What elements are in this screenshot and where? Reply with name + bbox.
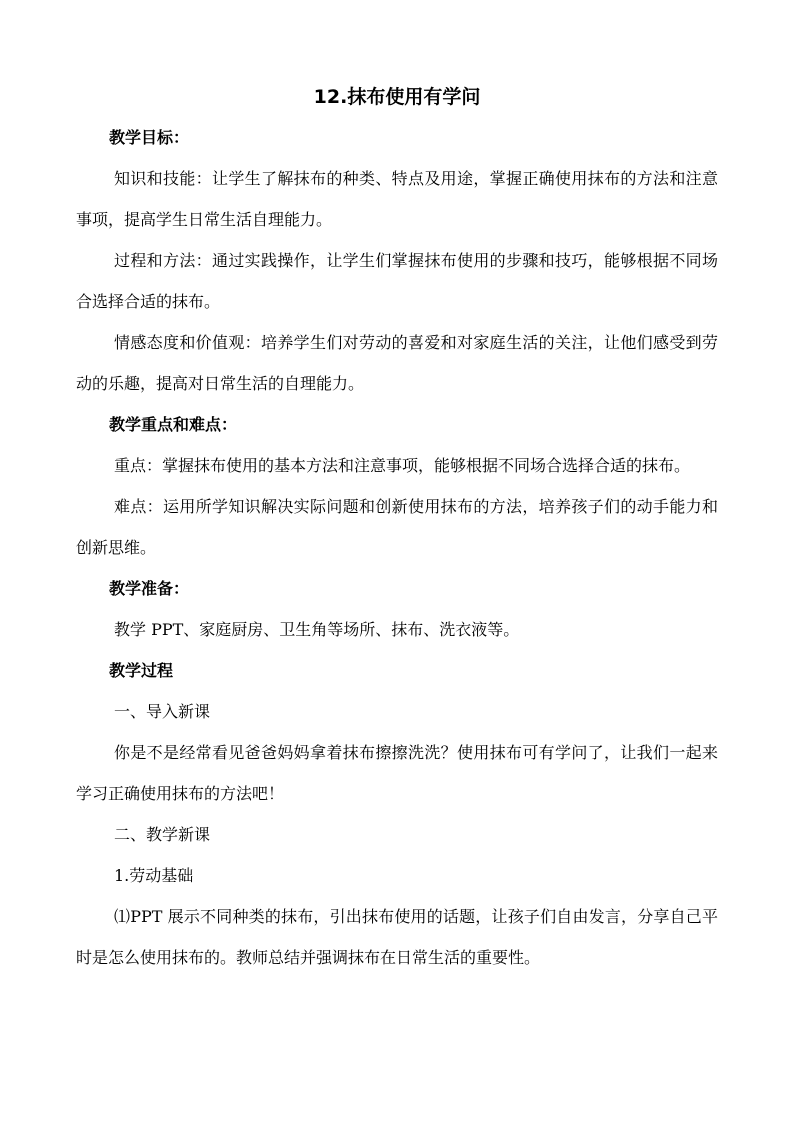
section-heading-process: 教学过程 xyxy=(109,661,174,680)
section-heading-objectives: 教学目标： xyxy=(109,128,190,147)
document-body xyxy=(76,83,718,978)
section-heading-key-points: 教学重点和难点： xyxy=(109,415,238,434)
paragraph-process-methods: 过程和方法：通过实践操作，让学生们掌握抹布使用的步骤和技巧，能够根据不同场合选择合适的抹布。 xyxy=(76,251,718,311)
page-title: 12.抹布使用有学问 xyxy=(313,86,481,108)
subheading-new-lesson: 二、教学新课 xyxy=(114,825,211,844)
paragraph-attitude-values: 情感态度和价值观：培养学生们对劳动的喜爱和对家庭生活的关注，让他们感受到劳动的乐趣，提高对日常生活的自理能力。 xyxy=(76,333,718,393)
paragraph-preparation: 教学 PPT、家庭厨房、卫生角等场所、抹布、洗衣液等。 xyxy=(114,620,520,639)
paragraph-knowledge-skills: 知识和技能：让学生了解抹布的种类、特点及用途，掌握正确使用抹布的方法和注意事项，提高学生日常生活自理能力。 xyxy=(76,169,718,229)
paragraph-introduction: 你是不是经常看见爸爸妈妈拿着抹布擦擦洗洗？使用抹布可有学问了，让我们一起来学习正确使用抹布的方法吧！ xyxy=(76,743,718,803)
subheading-introduction: 一、导入新课 xyxy=(114,702,211,721)
paragraph-difficulty: 难点：运用所学知识解决实际问题和创新使用抹布的方法，培养孩子们的动手能力和创新思维。 xyxy=(76,497,718,557)
paragraph-ppt-display: ⑴PPT 展示不同种类的抹布，引出抹布使用的话题，让孩子们自由发言，分享自己平时是怎么使用抹布的。教师总结并强调抹布在日常生活的重要性。 xyxy=(76,907,718,967)
paragraph-key-point: 重点：掌握抹布使用的基本方法和注意事项，能够根据不同场合选择合适的抹布。 xyxy=(114,456,691,475)
subheading-labor-basics: 1.劳动基础 xyxy=(114,866,194,885)
section-heading-preparation: 教学准备： xyxy=(109,579,190,598)
